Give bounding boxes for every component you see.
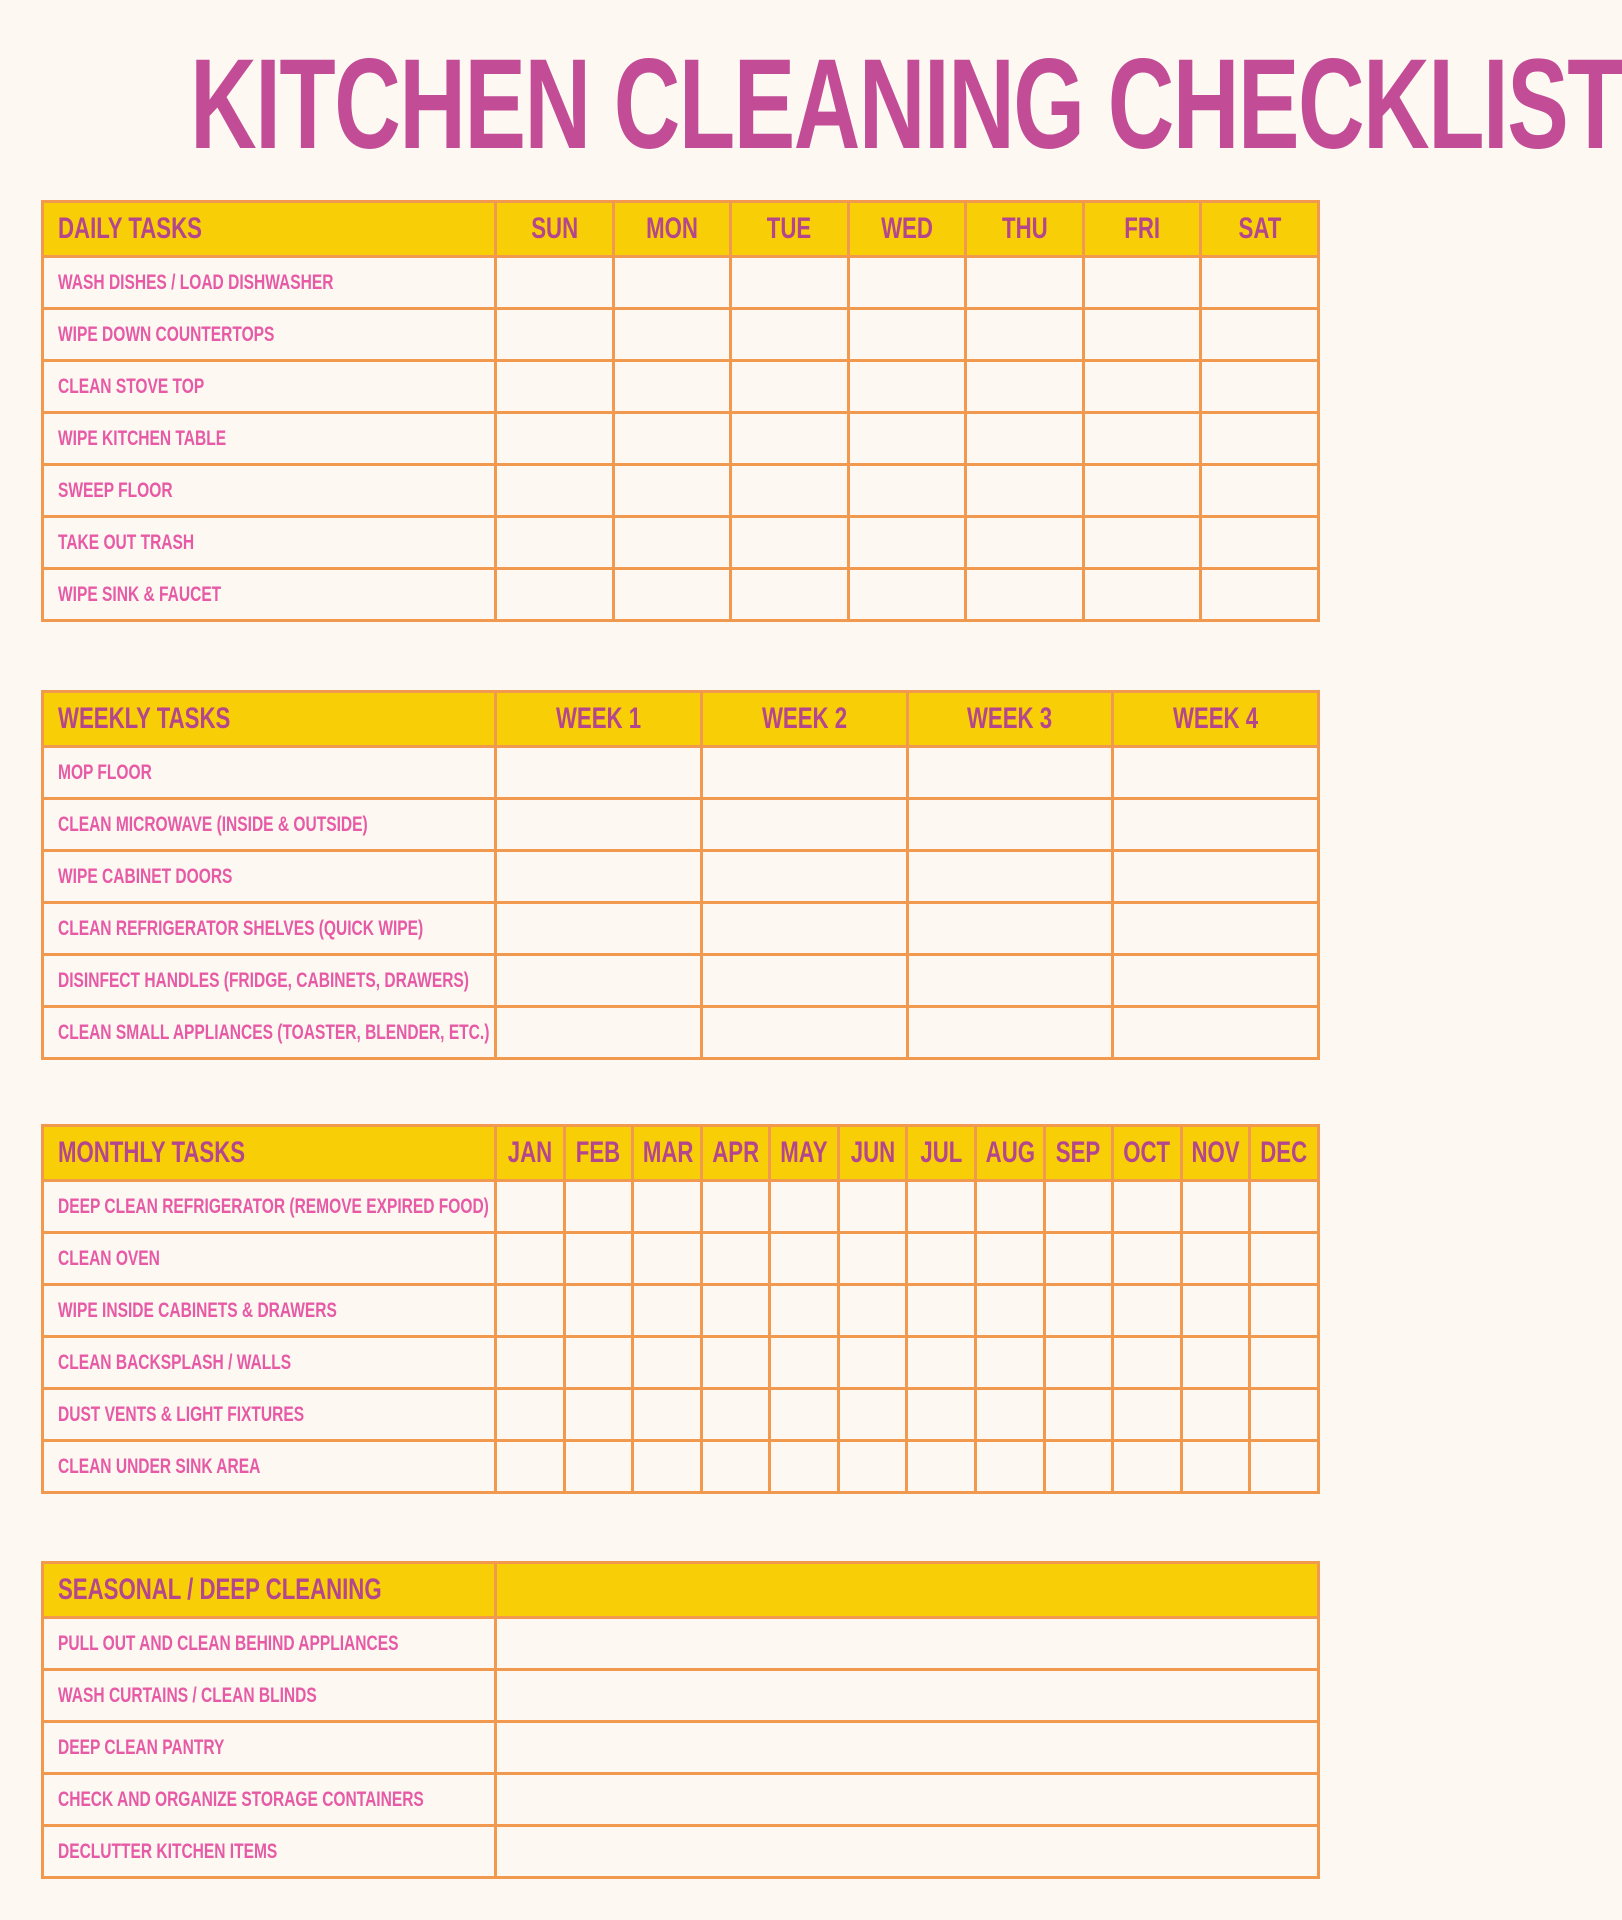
checkbox-cell[interactable]	[633, 1233, 702, 1285]
checkbox-cell[interactable]	[731, 413, 849, 465]
checkbox-cell[interactable]	[907, 851, 1113, 903]
checkbox-cell[interactable]	[1113, 1441, 1182, 1493]
checkbox-cell[interactable]	[1044, 1233, 1113, 1285]
task-label: CLEAN MICROWAVE (INSIDE & OUTSIDE)	[43, 799, 496, 851]
task-row	[43, 1285, 1319, 1337]
task-row	[43, 257, 1319, 309]
checkbox-cell[interactable]	[633, 1389, 702, 1441]
checkbox-cell[interactable]	[496, 851, 702, 903]
checkbox-cell[interactable]	[770, 1441, 839, 1493]
checkbox-cell[interactable]	[838, 1233, 907, 1285]
task-row	[43, 361, 1319, 413]
checkbox-cell[interactable]	[966, 413, 1084, 465]
checkbox-cell[interactable]	[1113, 955, 1319, 1007]
checkbox-cell[interactable]	[496, 955, 702, 1007]
task-label: MOP FLOOR	[43, 747, 496, 799]
task-label: DECLUTTER KITCHEN ITEMS	[43, 1826, 496, 1878]
checkbox-cell[interactable]	[848, 517, 966, 569]
checkbox-cell[interactable]	[1113, 799, 1319, 851]
checkbox-cell[interactable]	[848, 413, 966, 465]
checkbox-cell[interactable]	[1181, 1389, 1250, 1441]
task-label: DISINFECT HANDLES (FRIDGE, CABINETS, DRAWERS)	[43, 955, 496, 1007]
checkbox-cell[interactable]	[907, 799, 1113, 851]
checkbox-cell[interactable]	[966, 517, 1084, 569]
monthly-section-header: MONTHLY TASKS	[43, 1126, 496, 1181]
checkbox-cell[interactable]	[907, 903, 1113, 955]
column-header: JUL	[907, 1126, 976, 1181]
weekly-header-row	[43, 692, 1319, 747]
checkbox-cell[interactable]	[1201, 465, 1319, 517]
checkbox-cell[interactable]	[976, 1337, 1045, 1389]
checkbox-cell[interactable]	[613, 361, 731, 413]
column-header: SUN	[496, 202, 614, 257]
checkbox-cell[interactable]	[966, 309, 1084, 361]
checkbox-cell[interactable]	[770, 1337, 839, 1389]
checkbox-cell[interactable]	[907, 955, 1113, 1007]
checkbox-cell[interactable]	[907, 1441, 976, 1493]
checkbox-cell[interactable]	[1113, 747, 1319, 799]
checkbox-cell[interactable]	[496, 1670, 1319, 1722]
task-label: WIPE KITCHEN TABLE	[43, 413, 496, 465]
task-row	[43, 903, 1319, 955]
checkbox-cell[interactable]	[1181, 1441, 1250, 1493]
task-row	[43, 1826, 1319, 1878]
checkbox-cell[interactable]	[1201, 569, 1319, 621]
weekly-section-header: WEEKLY TASKS	[43, 692, 496, 747]
column-header: NOV	[1181, 1126, 1250, 1181]
checkbox-cell[interactable]	[701, 799, 907, 851]
checkbox-cell[interactable]	[496, 361, 614, 413]
checkbox-cell[interactable]	[966, 361, 1084, 413]
checkbox-cell[interactable]	[496, 309, 614, 361]
column-header	[496, 1563, 1319, 1618]
checkbox-cell[interactable]	[848, 309, 966, 361]
checkbox-cell[interactable]	[1113, 903, 1319, 955]
checkbox-cell[interactable]	[770, 1389, 839, 1441]
checkbox-cell[interactable]	[907, 1181, 976, 1233]
task-row	[43, 1670, 1319, 1722]
checkbox-cell[interactable]	[1083, 257, 1201, 309]
checkbox-cell[interactable]	[564, 1441, 633, 1493]
task-label: TAKE OUT TRASH	[43, 517, 496, 569]
task-label: DUST VENTS & LIGHT FIXTURES	[43, 1389, 496, 1441]
checkbox-cell[interactable]	[701, 1007, 907, 1059]
task-label: WIPE INSIDE CABINETS & DRAWERS	[43, 1285, 496, 1337]
checkbox-cell[interactable]	[701, 1389, 770, 1441]
task-row	[43, 413, 1319, 465]
checkbox-cell[interactable]	[1083, 465, 1201, 517]
checkbox-cell[interactable]	[633, 1285, 702, 1337]
checkbox-cell[interactable]	[496, 413, 614, 465]
column-header: SAT	[1201, 202, 1319, 257]
checkbox-cell[interactable]	[1044, 1389, 1113, 1441]
checkbox-cell[interactable]	[1044, 1441, 1113, 1493]
checkbox-cell[interactable]	[1083, 309, 1201, 361]
task-label: CLEAN BACKSPLASH / WALLS	[43, 1337, 496, 1389]
column-header: JUN	[838, 1126, 907, 1181]
checkbox-cell[interactable]	[1113, 851, 1319, 903]
checkbox-cell[interactable]	[613, 517, 731, 569]
checkbox-cell[interactable]	[564, 1389, 633, 1441]
task-row	[43, 309, 1319, 361]
checkbox-cell[interactable]	[1113, 1285, 1182, 1337]
checkbox-cell[interactable]	[1044, 1181, 1113, 1233]
column-header: TUE	[731, 202, 849, 257]
checkbox-cell[interactable]	[976, 1285, 1045, 1337]
checkbox-cell[interactable]	[496, 569, 614, 621]
monthly-header-row	[43, 1126, 1319, 1181]
checkbox-cell[interactable]	[966, 569, 1084, 621]
checkbox-cell[interactable]	[1083, 517, 1201, 569]
checkbox-cell[interactable]	[496, 1774, 1319, 1826]
task-label: DEEP CLEAN PANTRY	[43, 1722, 496, 1774]
checkbox-cell[interactable]	[701, 1285, 770, 1337]
task-row	[43, 1774, 1319, 1826]
checkbox-cell[interactable]	[907, 1007, 1113, 1059]
checkbox-cell[interactable]	[701, 1181, 770, 1233]
checkbox-cell[interactable]	[731, 569, 849, 621]
checkbox-cell[interactable]	[701, 747, 907, 799]
checkbox-cell[interactable]	[1250, 1441, 1319, 1493]
checkbox-cell[interactable]	[838, 1337, 907, 1389]
checkbox-cell[interactable]	[1250, 1181, 1319, 1233]
checkbox-cell[interactable]	[848, 569, 966, 621]
task-label: SWEEP FLOOR	[43, 465, 496, 517]
checkbox-cell[interactable]	[564, 1233, 633, 1285]
checkbox-cell[interactable]	[848, 361, 966, 413]
task-row	[43, 1441, 1319, 1493]
column-header: THU	[966, 202, 1084, 257]
checkbox-cell[interactable]	[838, 1181, 907, 1233]
checkbox-cell[interactable]	[1201, 257, 1319, 309]
checkbox-cell[interactable]	[1113, 1389, 1182, 1441]
task-row	[43, 569, 1319, 621]
checkbox-cell[interactable]	[907, 1233, 976, 1285]
checkbox-cell[interactable]	[496, 1285, 565, 1337]
checkbox-cell[interactable]	[731, 309, 849, 361]
checkbox-cell[interactable]	[907, 1337, 976, 1389]
checkbox-cell[interactable]	[496, 799, 702, 851]
task-row	[43, 1722, 1319, 1774]
checkbox-cell[interactable]	[633, 1181, 702, 1233]
checkbox-cell[interactable]	[613, 309, 731, 361]
checkbox-cell[interactable]	[731, 465, 849, 517]
task-row	[43, 1181, 1319, 1233]
column-header: AUG	[976, 1126, 1045, 1181]
task-row	[43, 955, 1319, 1007]
task-label: WIPE SINK & FAUCET	[43, 569, 496, 621]
checkbox-cell[interactable]	[848, 465, 966, 517]
checkbox-cell[interactable]	[613, 257, 731, 309]
page-title: KITCHEN CLEANING CHECKLIST	[190, 33, 1622, 176]
column-header: MON	[613, 202, 731, 257]
daily-section-header: DAILY TASKS	[43, 202, 496, 257]
checkbox-cell[interactable]	[976, 1441, 1045, 1493]
task-row	[43, 1233, 1319, 1285]
task-label: CLEAN UNDER SINK AREA	[43, 1441, 496, 1493]
task-label: DEEP CLEAN REFRIGERATOR (REMOVE EXPIRED FOOD)	[43, 1181, 496, 1233]
checkbox-cell[interactable]	[770, 1285, 839, 1337]
checkbox-cell[interactable]	[633, 1441, 702, 1493]
column-header: OCT	[1113, 1126, 1182, 1181]
checkbox-cell[interactable]	[1250, 1389, 1319, 1441]
checkbox-cell[interactable]	[496, 1618, 1319, 1670]
checkbox-cell[interactable]	[1201, 413, 1319, 465]
checkbox-cell[interactable]	[701, 1233, 770, 1285]
task-label: WASH DISHES / LOAD DISHWASHER	[43, 257, 496, 309]
daily-tasks-table	[41, 200, 1320, 622]
monthly-tasks-table	[41, 1124, 1320, 1494]
checkbox-cell[interactable]	[770, 1233, 839, 1285]
column-header: SEP	[1044, 1126, 1113, 1181]
checkbox-cell[interactable]	[1250, 1285, 1319, 1337]
checkbox-cell[interactable]	[496, 1722, 1319, 1774]
column-header: FRI	[1083, 202, 1201, 257]
weekly-tasks-table	[41, 690, 1320, 1060]
task-label: CHECK AND ORGANIZE STORAGE CONTAINERS	[43, 1774, 496, 1826]
column-header: DEC	[1250, 1126, 1319, 1181]
checkbox-cell[interactable]	[613, 465, 731, 517]
checkbox-cell[interactable]	[770, 1181, 839, 1233]
checkbox-cell[interactable]	[701, 1337, 770, 1389]
checkbox-cell[interactable]	[701, 955, 907, 1007]
column-header: MAR	[633, 1126, 702, 1181]
daily-header-row	[43, 202, 1319, 257]
checkbox-cell[interactable]	[1250, 1337, 1319, 1389]
task-label: CLEAN REFRIGERATOR SHELVES (QUICK WIPE)	[43, 903, 496, 955]
checkbox-cell[interactable]	[496, 517, 614, 569]
checkbox-cell[interactable]	[701, 851, 907, 903]
checkbox-cell[interactable]	[1113, 1181, 1182, 1233]
task-label: WIPE DOWN COUNTERTOPS	[43, 309, 496, 361]
checkbox-cell[interactable]	[496, 747, 702, 799]
task-label: CLEAN SMALL APPLIANCES (TOASTER, BLENDER, ETC.)	[43, 1007, 496, 1059]
checkbox-cell[interactable]	[564, 1181, 633, 1233]
checkbox-cell[interactable]	[1201, 309, 1319, 361]
task-row	[43, 799, 1319, 851]
column-header: APR	[701, 1126, 770, 1181]
checkbox-cell[interactable]	[838, 1389, 907, 1441]
column-header: WED	[848, 202, 966, 257]
checkbox-cell[interactable]	[1083, 361, 1201, 413]
column-header: WEEK 2	[701, 692, 907, 747]
checkbox-cell[interactable]	[1181, 1337, 1250, 1389]
checkbox-cell[interactable]	[1201, 361, 1319, 413]
checkbox-cell[interactable]	[838, 1441, 907, 1493]
checkbox-cell[interactable]	[1083, 413, 1201, 465]
checkbox-cell[interactable]	[907, 1285, 976, 1337]
checkbox-cell[interactable]	[731, 257, 849, 309]
task-row	[43, 1389, 1319, 1441]
task-label: PULL OUT AND CLEAN BEHIND APPLIANCES	[43, 1618, 496, 1670]
seasonal-section-header: SEASONAL / DEEP CLEANING	[43, 1563, 496, 1618]
seasonal-header-row	[43, 1563, 1319, 1618]
checkbox-cell[interactable]	[564, 1337, 633, 1389]
checkbox-cell[interactable]	[976, 1181, 1045, 1233]
task-row	[43, 747, 1319, 799]
checkbox-cell[interactable]	[966, 465, 1084, 517]
checkbox-cell[interactable]	[848, 257, 966, 309]
column-header: WEEK 1	[496, 692, 702, 747]
seasonal-tasks-table	[41, 1561, 1320, 1879]
checkbox-cell[interactable]	[633, 1337, 702, 1389]
checkbox-cell[interactable]	[496, 465, 614, 517]
checkbox-cell[interactable]	[496, 257, 614, 309]
checkbox-cell[interactable]	[838, 1285, 907, 1337]
task-row	[43, 1618, 1319, 1670]
checkbox-cell[interactable]	[1201, 517, 1319, 569]
checkbox-cell[interactable]	[496, 1337, 565, 1389]
checkbox-cell[interactable]	[731, 517, 849, 569]
checkbox-cell[interactable]	[496, 1389, 565, 1441]
checkbox-cell[interactable]	[496, 1233, 565, 1285]
task-row	[43, 1337, 1319, 1389]
checkbox-cell[interactable]	[1044, 1285, 1113, 1337]
column-header: FEB	[564, 1126, 633, 1181]
checkbox-cell[interactable]	[701, 1441, 770, 1493]
checkbox-cell[interactable]	[701, 903, 907, 955]
checkbox-cell[interactable]	[1113, 1233, 1182, 1285]
checkbox-cell[interactable]	[1113, 1007, 1319, 1059]
column-header: WEEK 4	[1113, 692, 1319, 747]
column-header: MAY	[770, 1126, 839, 1181]
task-row	[43, 1007, 1319, 1059]
checkbox-cell[interactable]	[613, 569, 731, 621]
task-label: CLEAN STOVE TOP	[43, 361, 496, 413]
checkbox-cell[interactable]	[907, 747, 1113, 799]
checkbox-cell[interactable]	[496, 1826, 1319, 1878]
checkbox-cell[interactable]	[1113, 1337, 1182, 1389]
checkbox-cell[interactable]	[1181, 1285, 1250, 1337]
checkbox-cell[interactable]	[1181, 1181, 1250, 1233]
column-header: JAN	[496, 1126, 565, 1181]
task-label: CLEAN OVEN	[43, 1233, 496, 1285]
checkbox-cell[interactable]	[731, 361, 849, 413]
checkbox-cell[interactable]	[1083, 569, 1201, 621]
checkbox-cell[interactable]	[966, 257, 1084, 309]
task-label: WASH CURTAINS / CLEAN BLINDS	[43, 1670, 496, 1722]
checkbox-cell[interactable]	[496, 1007, 702, 1059]
checkbox-cell[interactable]	[564, 1285, 633, 1337]
checkbox-cell[interactable]	[1250, 1233, 1319, 1285]
checkbox-cell[interactable]	[613, 413, 731, 465]
task-label: WIPE CABINET DOORS	[43, 851, 496, 903]
task-row	[43, 465, 1319, 517]
checkbox-cell[interactable]	[496, 903, 702, 955]
task-row	[43, 851, 1319, 903]
checkbox-cell[interactable]	[907, 1389, 976, 1441]
task-row	[43, 517, 1319, 569]
checkbox-cell[interactable]	[976, 1389, 1045, 1441]
checkbox-cell[interactable]	[1181, 1233, 1250, 1285]
checkbox-cell[interactable]	[1044, 1337, 1113, 1389]
column-header: WEEK 3	[907, 692, 1113, 747]
checkbox-cell[interactable]	[976, 1233, 1045, 1285]
checkbox-cell[interactable]	[496, 1441, 565, 1493]
